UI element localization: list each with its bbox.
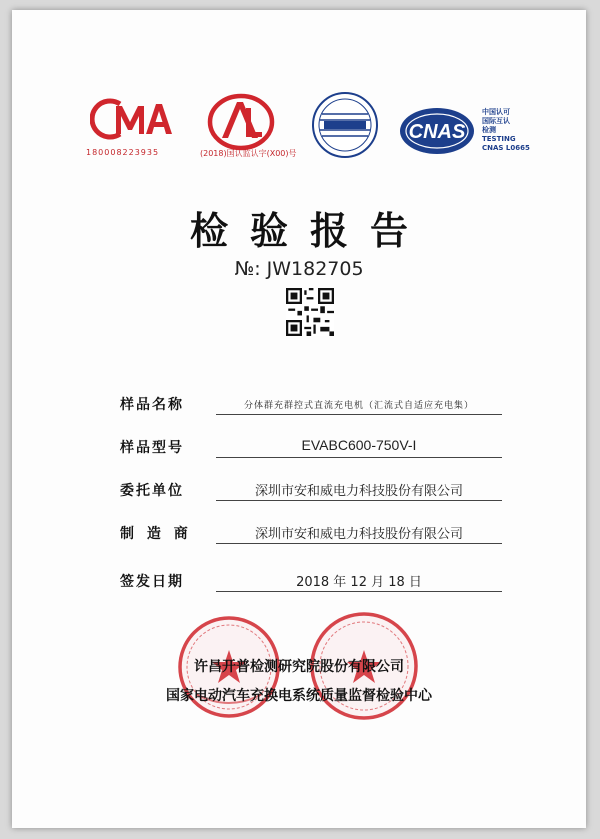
field-label: 样品名称 bbox=[120, 397, 184, 413]
cnas-side-line: 中国认可 bbox=[482, 108, 510, 116]
cma-caption: 180008223935 bbox=[86, 148, 160, 157]
field-label: 样品型号 bbox=[120, 440, 184, 456]
round-seal-logo bbox=[310, 90, 380, 160]
field-sample-name bbox=[120, 394, 500, 416]
logo-row bbox=[12, 10, 586, 180]
issuer-center: 国家电动汽车充换电系统质量监督检验中心 bbox=[166, 688, 432, 704]
field-underline bbox=[216, 457, 502, 458]
field-value: EVABC600-750V-I bbox=[301, 437, 417, 453]
field-sample-model bbox=[120, 437, 500, 459]
field-underline bbox=[216, 591, 502, 592]
cnas-side-line: 检测 bbox=[482, 126, 496, 134]
report-title: 检验报告 bbox=[189, 208, 430, 253]
cal-logo bbox=[206, 92, 276, 152]
certificate-page bbox=[12, 10, 586, 828]
cnas-side-line: 国际互认 bbox=[482, 117, 510, 125]
cal-caption: (2018)国认监认字(X00)号 bbox=[200, 149, 297, 158]
report-number: №: JW182705 bbox=[234, 258, 364, 280]
cnas-logo bbox=[398, 106, 476, 156]
issuer-company: 许昌开普检测研究院股份有限公司 bbox=[194, 659, 404, 675]
cma-logo bbox=[90, 96, 172, 142]
field-value: 深圳市安和威电力科技股份有限公司 bbox=[254, 484, 463, 499]
field-client bbox=[120, 480, 500, 502]
field-value: 分体群充群控式直流充电机（汇流式自适应充电集） bbox=[243, 401, 474, 411]
field-label: 委托单位 bbox=[120, 483, 184, 499]
field-value: 2018 年 12 月 18 日 bbox=[296, 575, 422, 590]
field-issue-date bbox=[120, 571, 500, 593]
field-label: 制 造 商 bbox=[120, 526, 192, 542]
field-value: 深圳市安和威电力科技股份有限公司 bbox=[254, 527, 463, 542]
field-underline bbox=[216, 543, 502, 544]
cnas-side-line: TESTING bbox=[482, 135, 516, 143]
cnas-logo-text: CNAS bbox=[408, 121, 466, 143]
field-manufacturer bbox=[120, 523, 500, 545]
field-label: 签发日期 bbox=[120, 574, 184, 590]
field-underline bbox=[216, 500, 502, 501]
qr-code bbox=[286, 288, 334, 336]
cnas-side-text bbox=[482, 108, 530, 153]
cnas-side-line: CNAS L0665 bbox=[482, 144, 530, 152]
field-underline bbox=[216, 414, 502, 415]
